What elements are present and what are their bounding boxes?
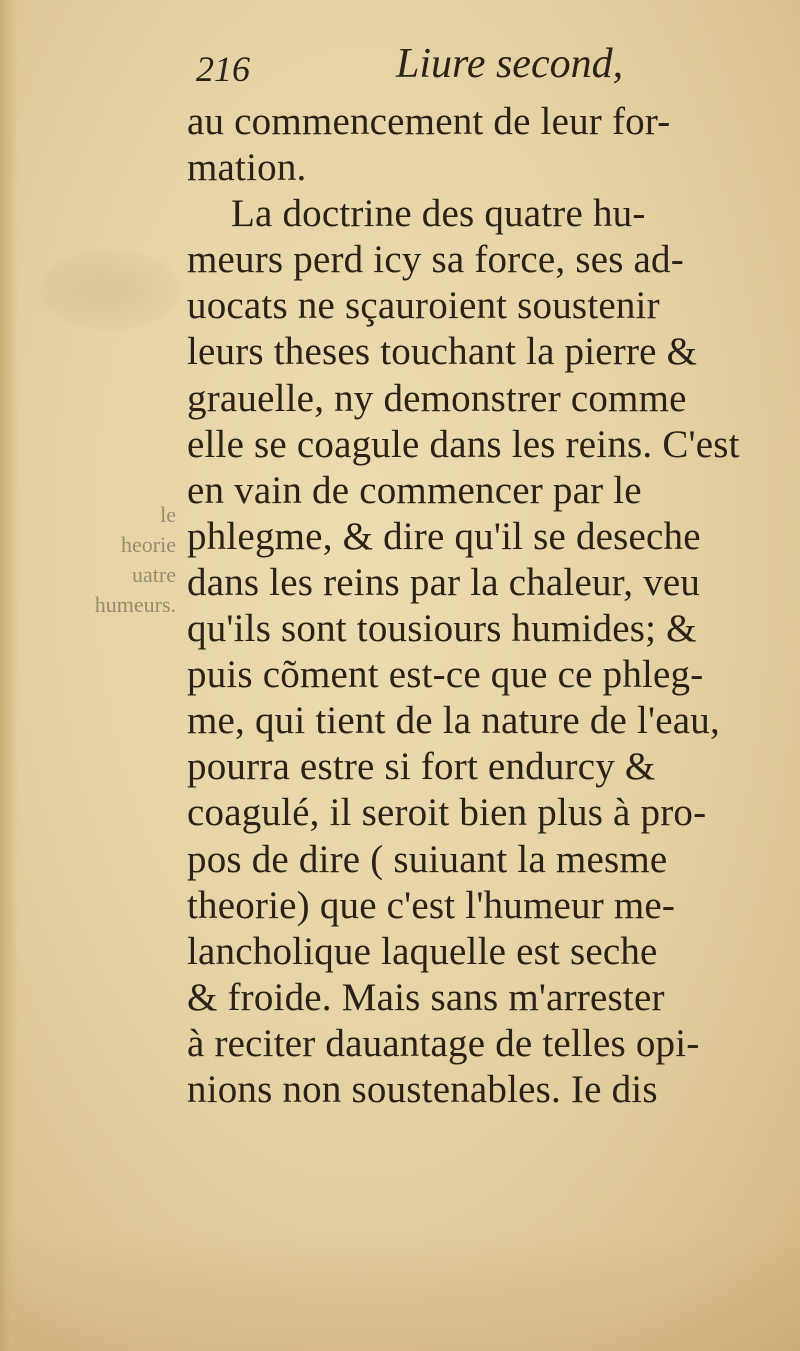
- ink-bleed-stain: [40, 250, 180, 330]
- text-line: uocats ne sçauroient soustenir: [187, 284, 660, 328]
- text-line: lancholique laquelle est seche: [187, 929, 658, 973]
- text-line: me, qui tient de la nature de l'eau,: [187, 699, 720, 743]
- text-line: au commencement de leur for-: [187, 100, 671, 143]
- text-line: elle se coagule dans les reins. C'est: [187, 422, 740, 466]
- text-line: puis cõment est-ce que ce phleg-: [187, 653, 704, 697]
- margin-note: humeurs.: [94, 592, 176, 617]
- text-line: mation.: [187, 146, 307, 190]
- margin-notes: [56, 500, 176, 620]
- text-line: & froide. Mais sans m'arrester: [187, 975, 665, 1019]
- text-line: coagulé, il seroit bien plus à pro-: [187, 791, 707, 835]
- text-line: à reciter dauantage de telles opi-: [187, 1021, 700, 1065]
- page-gutter: [0, 0, 18, 1351]
- text-line: meurs perd icy sa force, ses ad-: [187, 238, 684, 282]
- text-line: qu'ils sont tousiours humides; &: [187, 607, 697, 651]
- text-line: dans les reins par la chaleur, veu: [187, 560, 701, 604]
- text-line: pos de dire ( suiuant la mesme: [187, 837, 668, 881]
- margin-note: heorie: [121, 532, 176, 557]
- bottom-shadow: [0, 1231, 800, 1351]
- text-line: en vain de commencer par le: [187, 468, 642, 512]
- margin-note: le: [160, 502, 176, 527]
- text-line: pourra estre si fort endurcy &: [187, 745, 656, 789]
- running-head: Liure second,: [396, 41, 624, 87]
- page-header: [196, 40, 636, 100]
- text-line: phlegme, & dire qu'il se deseche: [187, 514, 701, 558]
- margin-note: uatre: [132, 562, 176, 587]
- text-line: grauelle, ny demonstrer comme: [187, 376, 687, 420]
- body-text: [187, 99, 767, 1113]
- text-line: theorie) que c'est l'humeur me-: [187, 883, 676, 927]
- text-line: nions non soustenables. Ie dis: [187, 1067, 658, 1111]
- text-line: leurs theses touchant la pierre &: [187, 330, 698, 374]
- page-number: 216: [196, 49, 250, 89]
- text-line: La doctrine des quatre hu-: [231, 192, 646, 236]
